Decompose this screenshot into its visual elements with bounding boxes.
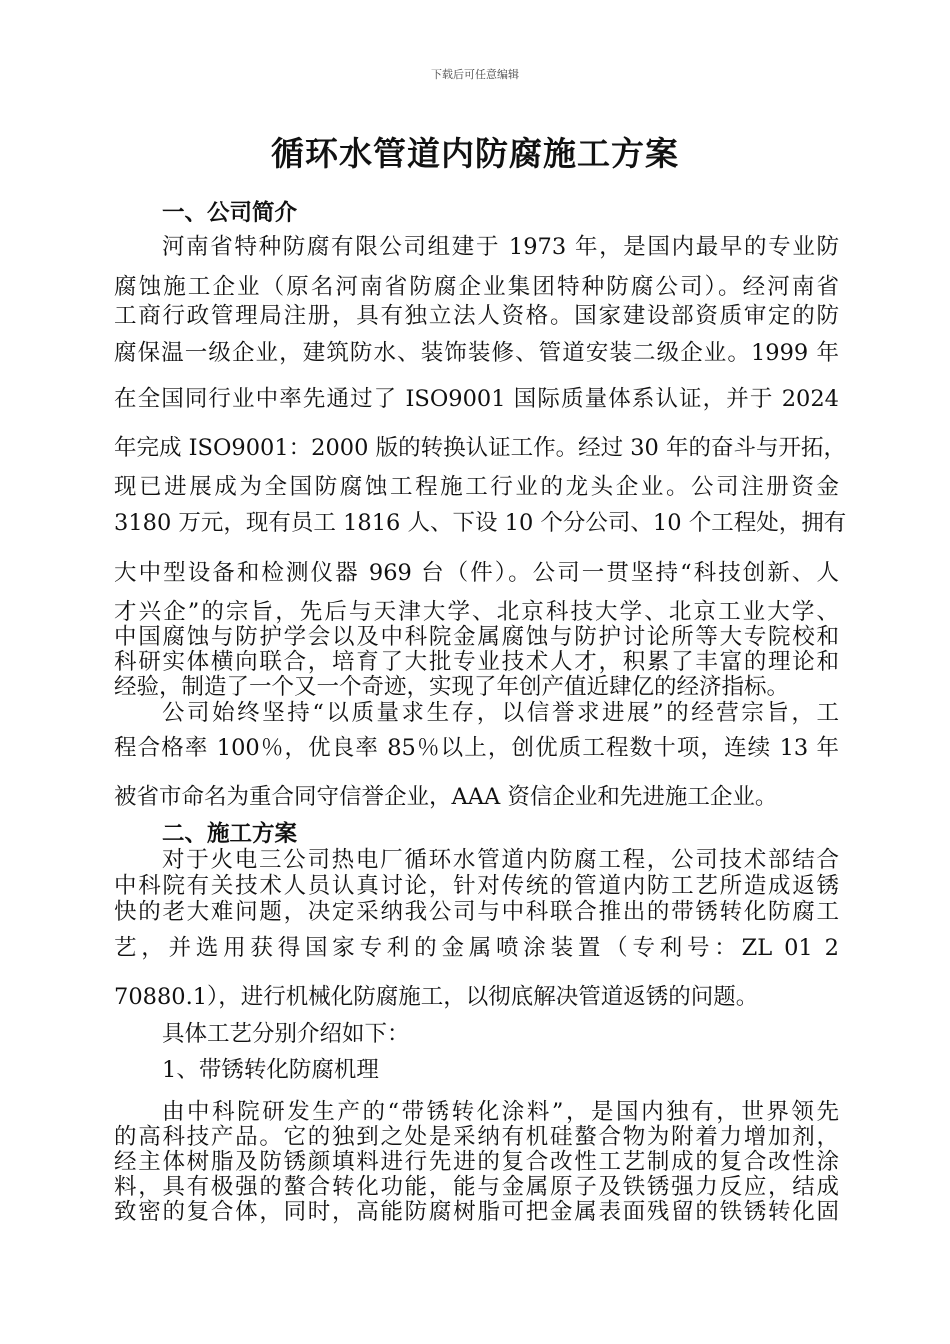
paragraph-line: 河南省特种防腐有限公司组建于 1973 年，是国内最早的专业防	[162, 234, 839, 260]
paragraph-line: 70880.1），进行机械化防腐施工，以彻底解决管道返锈的问题。	[114, 984, 759, 1010]
paragraph-line: 经验，制造了一个又一个奇迹，实现了年创产值近肆亿的经济指标。	[114, 674, 790, 700]
paragraph-line: 中国腐蚀与防护学会以及中科院金属腐蚀与防护讨论所等大专院校和	[114, 624, 839, 650]
paragraph-line: 现已进展成为全国防腐蚀工程施工行业的龙头企业。公司注册资金	[114, 474, 839, 500]
paragraph-line: 才兴企”的宗旨，先后与天津大学、北京科技大学、北京工业大学、	[114, 599, 839, 625]
document-title: 循环水管道内防腐施工方案	[271, 134, 679, 173]
paragraph-line: 工商行政管理局注册，具有独立法人资格。国家建设部资质审定的防	[114, 303, 839, 329]
paragraph-line: 3180 万元，现有员工 1816 人、下设 10 个分公司、10 个工程处，拥有	[114, 510, 847, 536]
paragraph-line: 由中科院研发生产的“带锈转化涂料”，是国内独有，世界领先	[162, 1099, 839, 1125]
paragraph-line: 的高科技产品。它的独到之处是采纳有机硅螯合物为附着力增加剂，	[114, 1124, 839, 1150]
section-heading: 一、公司简介	[162, 200, 298, 226]
paragraph-line: 对于火电三公司热电厂循环水管道内防腐工程，公司技术部结合	[162, 847, 839, 873]
section-heading: 二、施工方案	[162, 821, 298, 847]
paragraph-line: 经主体树脂及防锈颜填料进行先进的复合改性工艺制成的复合改性涂	[114, 1149, 839, 1175]
paragraph-line: 料，具有极强的螯合转化功能，能与金属原子及铁锈强力反应，结成	[114, 1174, 839, 1200]
paragraph-line: 在全国同行业中率先通过了 ISO9001 国际质量体系认证，并于 2024	[114, 386, 839, 412]
paragraph-line: 程合格率 100％，优良率 85％以上，创优质工程数十项，连续 13 年	[114, 735, 839, 761]
paragraph-line: 科研实体横向联合，培育了大批专业技术人才，积累了丰富的理论和	[114, 649, 839, 675]
paragraph-line: 中科院有关技术人员认真讨论，针对传统的管道内防工艺所造成返锈	[114, 873, 839, 899]
paragraph-line: 致密的复合体，同时，高能防腐树脂可把金属表面残留的铁锈转化固	[114, 1199, 839, 1225]
paragraph-line: 快的老大难问题，决定采纳我公司与中科联合推出的带锈转化防腐工	[114, 899, 839, 925]
paragraph-line: 腐保温一级企业，建筑防水、装饰装修、管道安装二级企业。1999 年	[114, 340, 839, 366]
subheading: 1、带锈转化防腐机理	[162, 1057, 379, 1083]
paragraph-line: 公司始终坚持“以质量求生存，以信誉求进展”的经营宗旨，工	[162, 700, 839, 726]
paragraph-line: 被省市命名为重合同守信誉企业，AAA 资信企业和先进施工企业。	[114, 784, 778, 810]
paragraph-line: 腐蚀施工企业（原名河南省防腐企业集团特种防腐公司）。经河南省	[114, 274, 839, 300]
paragraph-line: 大中型设备和检测仪器 969 台（件）。公司一贯坚持“科技创新、人	[114, 560, 839, 586]
header-note: 下载后可任意编辑	[431, 68, 519, 81]
paragraph-line: 年完成 ISO9001：2000 版的转换认证工作。经过 30 年的奋斗与开拓，	[114, 435, 847, 461]
paragraph-line: 具体工艺分别介绍如下：	[162, 1021, 410, 1047]
paragraph-line: 艺，并选用获得国家专利的金属喷涂装置（专利号：ZL 01 2	[114, 935, 839, 961]
